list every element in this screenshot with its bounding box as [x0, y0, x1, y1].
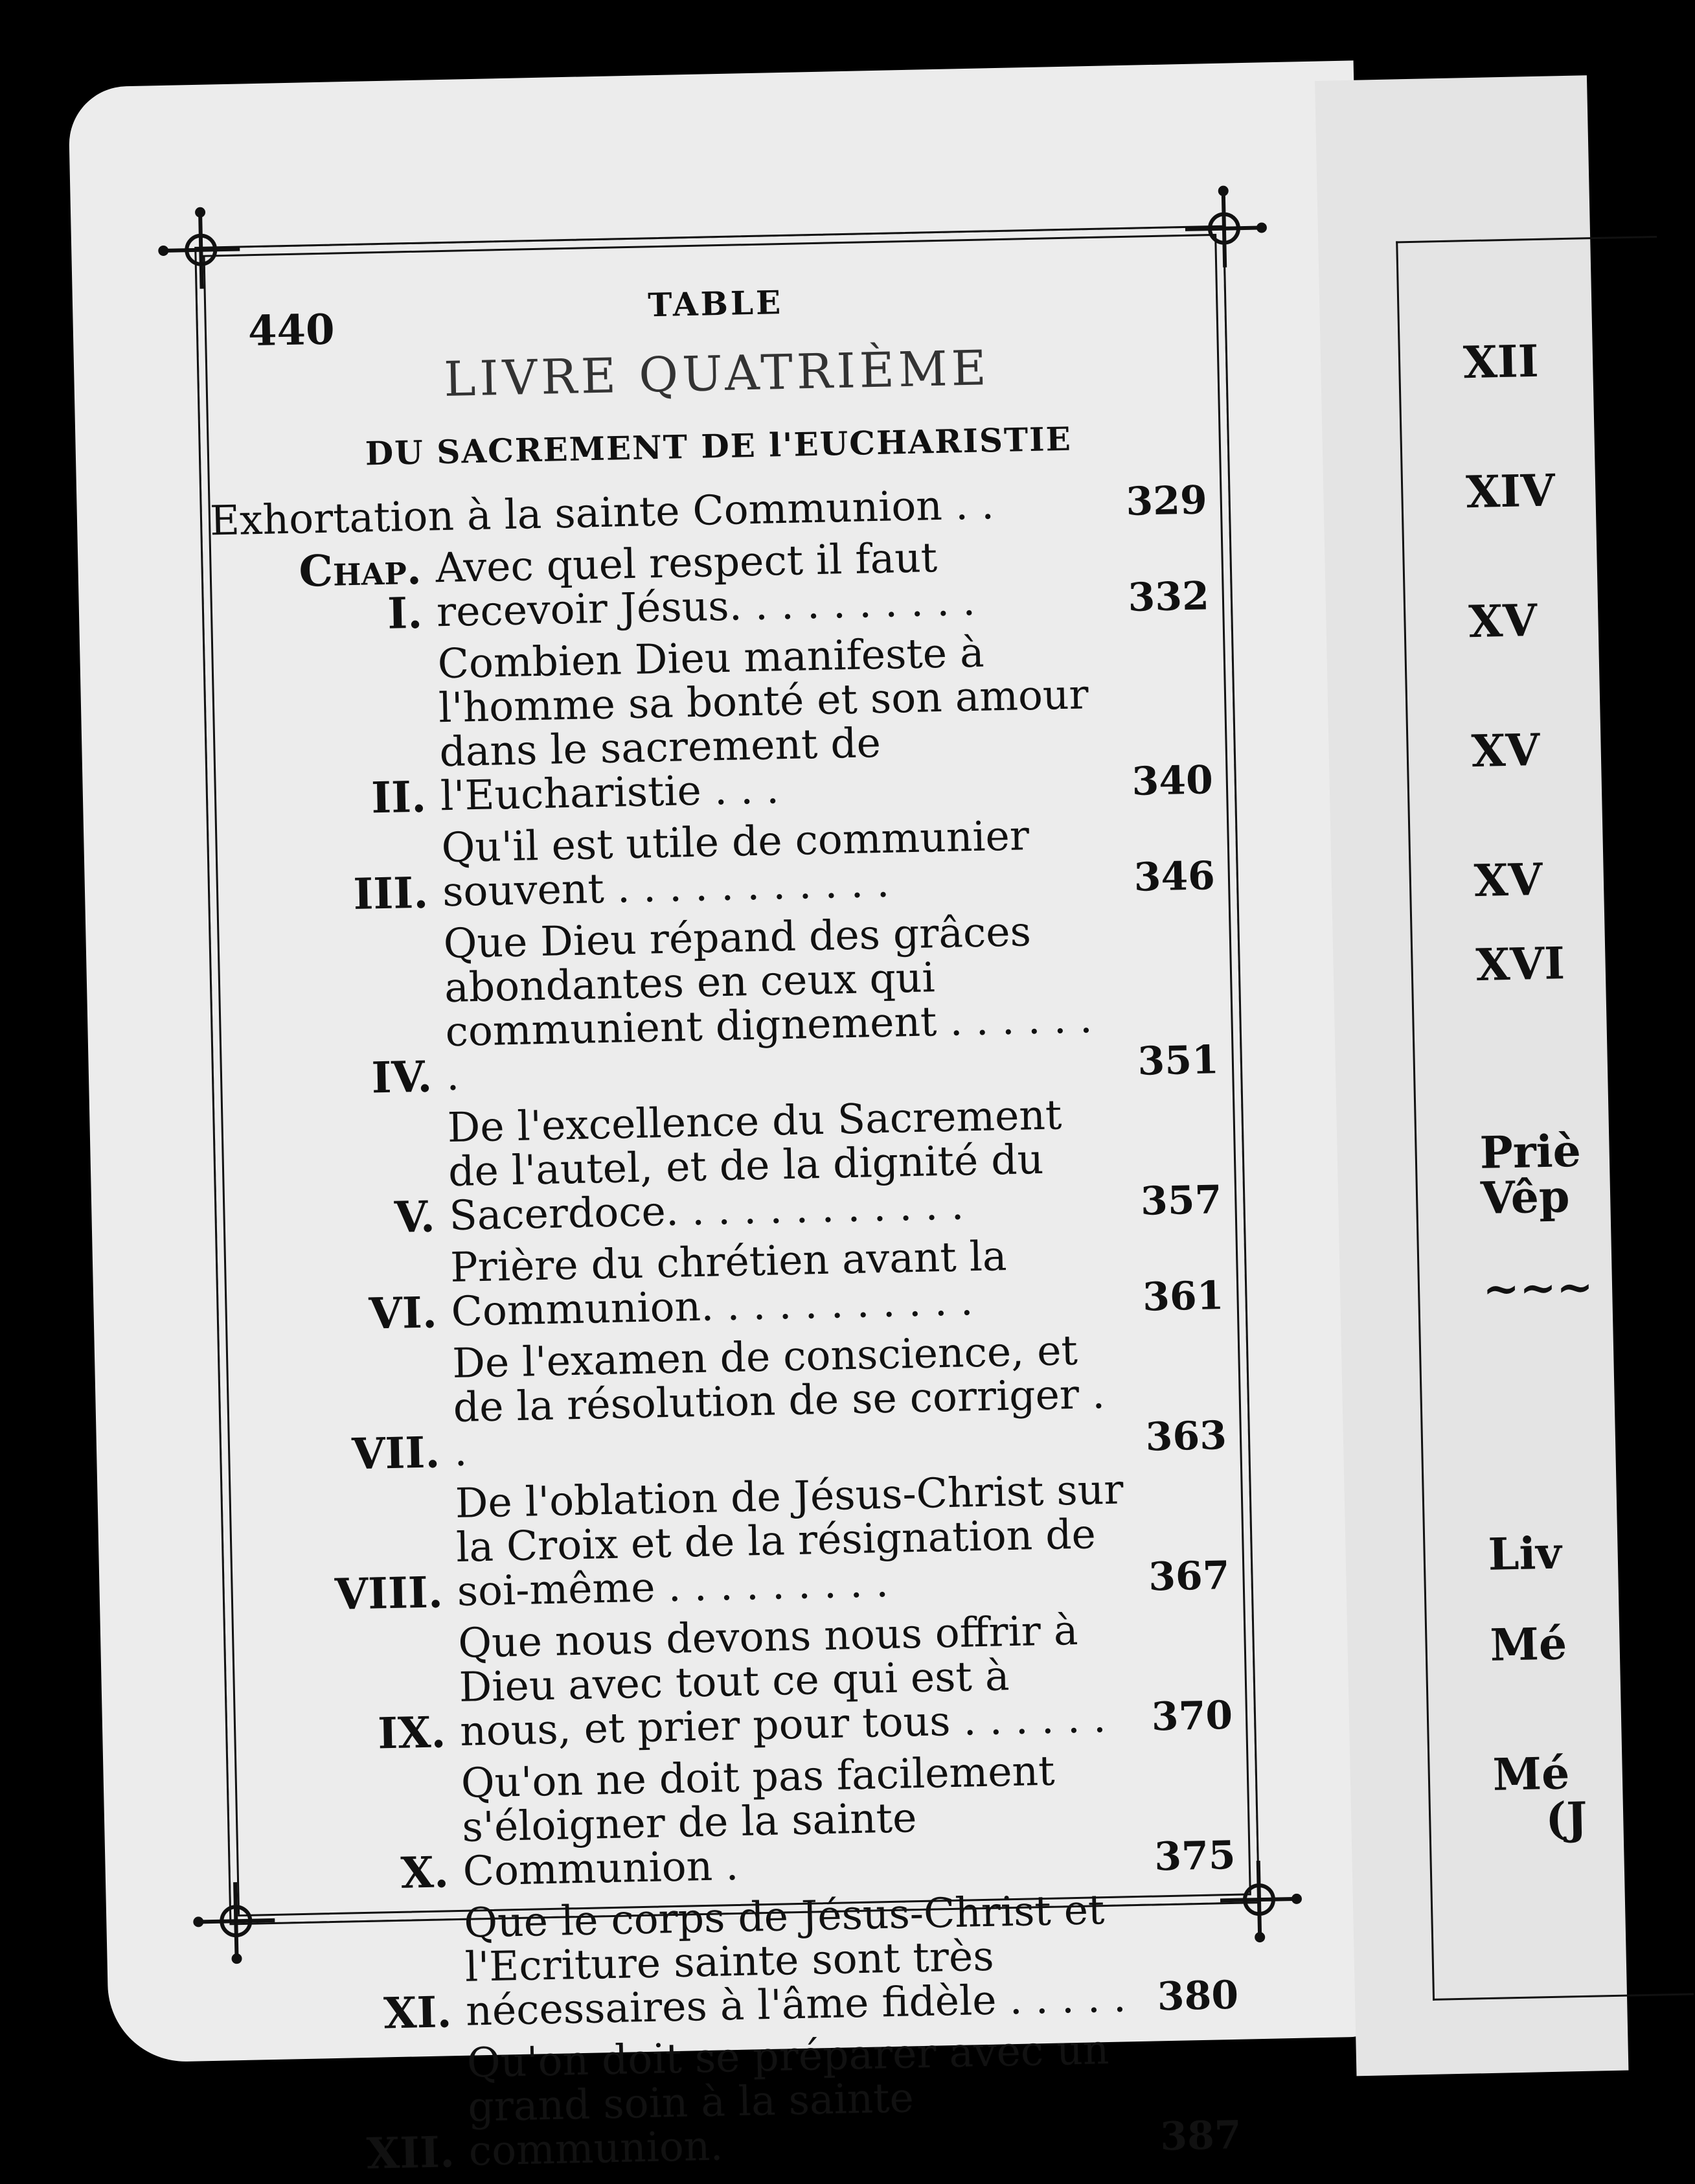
toc-entry-text: Combien Dieu manifeste à l'homme sa bonté et son amour dans le sacrement de l'Eucharistie . . . — [437, 628, 1089, 820]
toc-entry-page: 367 — [1148, 1552, 1231, 1600]
toc-entry-number: Chap. I. — [298, 543, 423, 639]
toc-entry-page: 375 — [1154, 1832, 1236, 1880]
section-title: DU SACREMENT DE l'EUCHARISTIE — [365, 419, 1073, 473]
toc-entry-page: 357 — [1140, 1177, 1223, 1224]
facing-page-fragment: XV — [1473, 853, 1543, 908]
toc-entry-text: De l'excellence du Sacrement de l'autel, et de la dignité du Sacerdoce. . . . . . . . . . . . — [446, 1091, 1062, 1240]
toc-entry-text: De l'examen de conscience, et de la résolution de se corriger . . — [451, 1326, 1106, 1475]
facing-page-fragment: Mé — [1492, 1747, 1571, 1801]
facing-page-fragment: ~~~ — [1482, 1261, 1594, 1315]
toc-entry-number: XI. — [383, 1986, 453, 2039]
toc-entry-number: VI. — [368, 1287, 438, 1339]
toc-entry — [266, 1326, 1227, 1478]
toc-entry-text: Qu'il est utile de communier souvent . . . . . . . . . . . — [440, 812, 1030, 916]
toc-entry — [255, 810, 1216, 918]
toc-entry-page: 387 — [1159, 2112, 1242, 2160]
corner-ornament-icon — [161, 211, 240, 290]
toc-entry-page: 340 — [1131, 757, 1214, 805]
toc-entry — [249, 530, 1210, 638]
toc-entry-number: XII. — [366, 2126, 455, 2179]
toc-entry-text: Que le corps de Jésus-Christ et l'Ecriture sainte sont très nécessaires à l'âme fidèle . . . . . — [463, 1886, 1127, 2035]
page-number: 440 — [247, 305, 336, 356]
book-title: LIVRE QUATRIÈME — [443, 340, 991, 408]
toc-entry-number: VII. — [351, 1427, 441, 1480]
toc-entry-number: II. — [370, 771, 427, 823]
facing-page-fragment: XIV — [1465, 465, 1556, 519]
facing-page-fragment: XII — [1462, 335, 1540, 389]
toc-entry — [269, 1466, 1230, 1618]
toc-entry-text: Qu'on ne doit pas facilement s'éloigner de la sainte Communion . — [461, 1747, 1056, 1895]
facing-page — [1315, 75, 1628, 2076]
toc-entry-page: 329 — [1125, 477, 1208, 525]
facing-page-fragment: Mé — [1489, 1618, 1567, 1672]
running-header: TABLE — [647, 282, 784, 325]
toc-entry — [264, 1230, 1225, 1338]
toc-entry — [280, 2025, 1242, 2178]
facing-page-fragment: XV — [1468, 595, 1538, 649]
toc-entry-page: 363 — [1145, 1412, 1227, 1460]
toc-entry-number: IV. — [370, 1051, 433, 1103]
facing-page-fragment: Vêp — [1480, 1171, 1571, 1225]
facing-page-fragment: Priè — [1479, 1125, 1582, 1180]
toc-entry-page: 361 — [1142, 1273, 1225, 1320]
toc-entry-text: Que nous devons nous offrir à Dieu avec tout ce qui est à nous, et prier pour tous . . . . . . — [457, 1606, 1107, 1755]
table-of-contents — [209, 477, 1242, 2179]
toc-entry-page: 332 — [1127, 573, 1210, 621]
toc-entry-text: Qu'on doit se préparer avec un grand soin à la sainte communion. — [466, 2026, 1110, 2175]
toc-entry — [261, 1090, 1222, 1242]
toc-entry — [272, 1605, 1233, 1758]
toc-entry — [251, 626, 1213, 822]
facing-page-fragment: XVI — [1475, 937, 1565, 992]
toc-entry-text: Que Dieu répand des grâces abondantes en ceux qui communient dignement . . . . . . . — [443, 908, 1093, 1100]
facing-page-fragment: XV — [1470, 724, 1541, 778]
toc-entry-page: 380 — [1157, 1972, 1239, 2020]
toc-entry-number: X. — [400, 1846, 449, 1898]
toc-entry-page: 351 — [1137, 1037, 1220, 1085]
toc-entry — [257, 906, 1219, 1102]
toc-entry — [275, 1745, 1236, 1898]
corner-ornament-icon — [1185, 189, 1264, 268]
toc-entry-text: Exhortation à la sainte Communion . . — [209, 481, 995, 545]
toc-entry-number: III. — [352, 867, 429, 920]
toc-entry-number: VIII. — [334, 1567, 444, 1620]
corner-ornament-icon — [196, 1881, 275, 1960]
facing-page-fragment: Liv — [1487, 1527, 1562, 1581]
book-page — [68, 60, 1394, 2179]
toc-entry — [278, 1885, 1239, 2038]
toc-entry-page: 346 — [1133, 853, 1216, 901]
toc-entry-number: IX. — [377, 1707, 447, 1759]
toc-entry-text: Avec quel respect il faut recevoir Jésus. . . . . . . . . . — [435, 534, 976, 636]
toc-entry-page: 370 — [1151, 1692, 1233, 1740]
toc-entry-text: Prière du chrétien avant la Communion. . . . . . . . . . . — [449, 1232, 1008, 1336]
facing-page-fragment: (J — [1545, 1792, 1588, 1846]
toc-entry-text: De l'oblation de Jésus-Christ sur la Croix et de la résignation de soi-même . . . . . . . . . — [455, 1466, 1124, 1615]
toc-entry-number: V. — [394, 1191, 436, 1243]
